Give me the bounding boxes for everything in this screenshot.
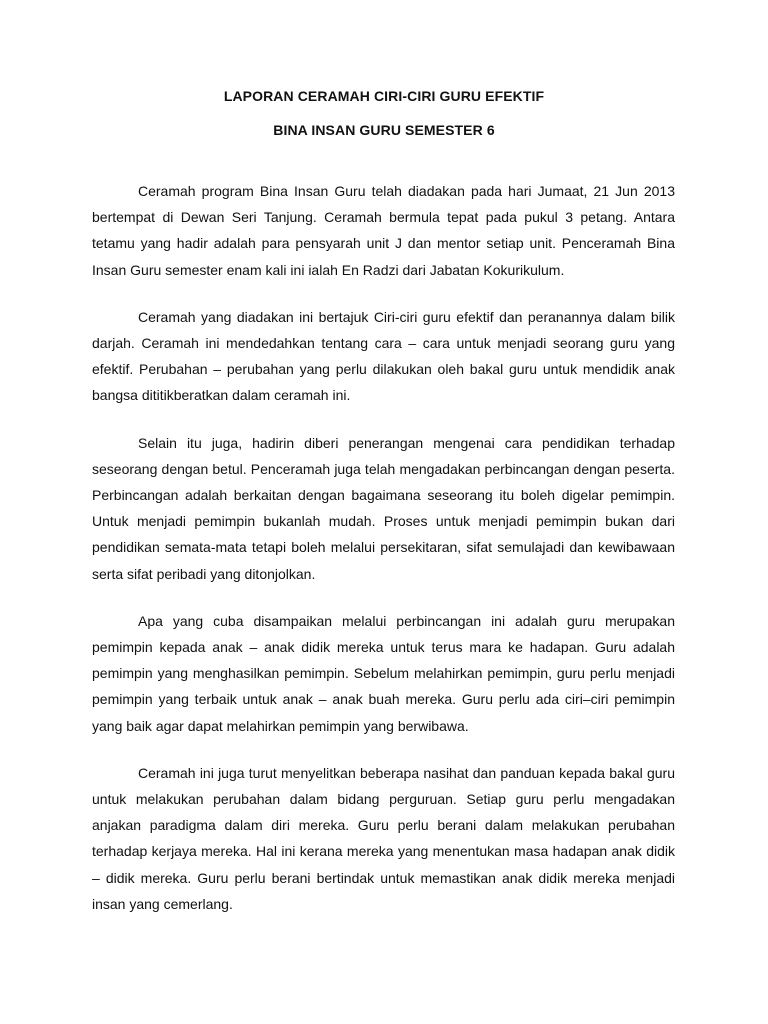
document-title: LAPORAN CERAMAH CIRI-CIRI GURU EFEKTIF xyxy=(223,88,545,104)
paragraph-2: Ceramah yang diadakan ini bertajuk Ciri-ciri guru efektif dan peranannya dalam bilik darjah. Ceramah ini mendedahkan tentang cara – cara untuk menjadi seorang guru yang efektif. Perubahan – perubahan yang perlu dilakukan oleh bakal guru untuk mendidik anak bangsa dititikberatkan dalam ceramah ini. xyxy=(92,308,675,404)
document-body xyxy=(92,178,675,938)
document-subtitle: BINA INSAN GURU SEMESTER 6 xyxy=(273,122,495,138)
paragraph-3: Selain itu juga, hadirin diberi penerangan mengenai cara pendidikan terhadap seseorang dengan betul. Penceramah juga telah mengadakan perbincangan dengan peserta. Perbincangan adalah berkaitan dengan bagaimana seseorang itu boleh digelar pemimpin. Untuk menjadi pemimpin bukanlah mudah. Proses untuk menjadi pemimpin bukan dari pendidikan semata-mata tetapi boleh melalui persekitaran, sifat semulajadi dan kewibawaan serta sifat peribadi yang ditonjolkan. xyxy=(92,434,675,582)
paragraph-5: Ceramah ini juga turut menyelitkan beberapa nasihat dan panduan kepada bakal guru untuk melakukan perubahan dalam bidang perguruan. Setiap guru perlu mengadakan anjakan paradigma dalam diri mereka. Guru perlu berani dalam melakukan perubahan terhadap kerjaya mereka. Hal ini kerana mereka yang menentukan masa hadapan anak didik – didik mereka. Guru perlu berani bertindak untuk memastikan anak didik mereka menjadi insan yang cemerlang. xyxy=(92,764,675,912)
paragraph-1: Ceramah program Bina Insan Guru telah diadakan pada hari Jumaat, 21 Jun 2013 bertempat di Dewan Seri Tanjung. Ceramah bermula tepat pada pukul 3 petang. Antara tetamu yang hadir adalah para pensyarah unit J dan mentor setiap unit. Penceramah Bina Insan Guru semester enam kali ini ialah En Radzi dari Jabatan Kokurikulum. xyxy=(92,183,675,278)
paragraph-4: Apa yang cuba disampaikan melalui perbincangan ini adalah guru merupakan pemimpin kepada anak – anak didik mereka untuk terus mara ke hadapan. Guru adalah pemimpin yang menghasilkan pemimpin. Sebelum melahirkan pemimpin, guru perlu menjadi pemimpin yang terbaik untuk anak – anak buah mereka. Guru perlu ada ciri–ciri pemimpin yang baik agar dapat melahirkan pemimpin yang berwibawa. xyxy=(92,612,675,734)
